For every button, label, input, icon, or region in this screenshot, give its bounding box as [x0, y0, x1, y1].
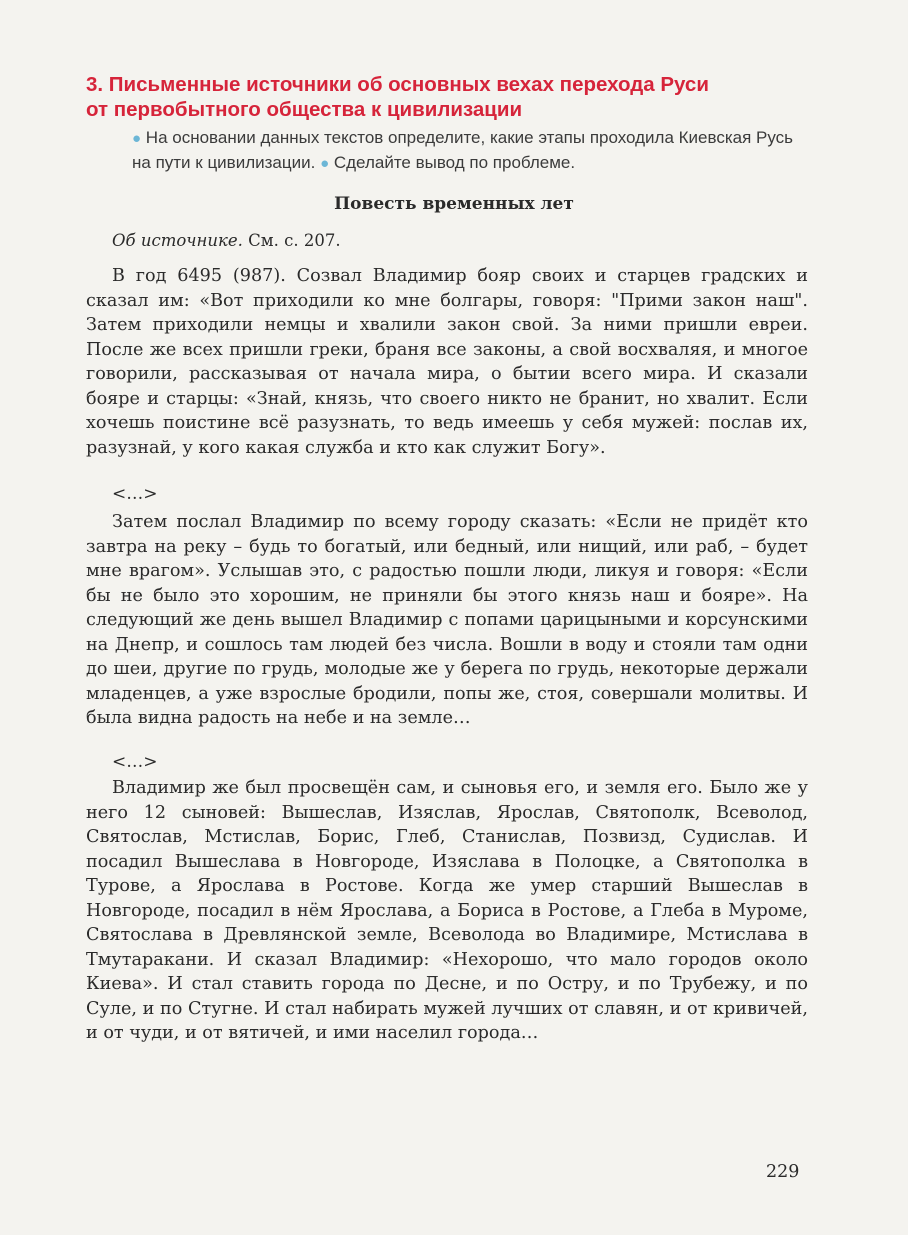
section-title-line-2: от первобытного общества к цивилизации [86, 98, 523, 121]
task-text-2: Сделайте вывод по проблеме. [333, 153, 576, 172]
paragraph-3: Владимир же был просвещён сам, и сыновья его, и земля его. Было же у него 12 сыновей: Вышеслав, Изяслав, Ярослав, Святополк, Всеволод, Святослав, Мстислав, Борис, Глеб, Станислав, Позвизд, Судислав. И посадил Вышеслава в Новгороде, Изяслава в Полоцке, а Святополка в Турове, а Ярослава в Ростове. Когда же умер старший Вышеслав в Новгороде, посадил в нём Ярослава, а Бориса в Ростове, а Глеба в Муроме, Святослава в Древлянской земле, Всеволода во Владимире, Мстислава в Тмутаракани. И сказал Владимир: «Нехорошо, что мало городов около Киева». И стал ставить города по Десне, и по Остру, и по Трубежу, и по Суле, и по Стугне. И стал набирать мужей лучших от славян, и от кривичей, и от чуди, и от вятичей, и ими населил города… [86, 778, 808, 1043]
about-source-label: Об источнике. [112, 231, 243, 250]
task-instructions [132, 126, 808, 176]
about-source-reference: См. с. 207. [248, 231, 341, 250]
section-title [86, 72, 806, 122]
paragraph-2: Затем послал Владимир по всему городу сказать: «Если не придёт кто завтра на реку – будь то богатый, или бедный, или нищий, или раб, – будет мне врагом». Услышав это, с радостью пошли люди, ликуя и говоря: «Если бы не было это хорошим, не приняли бы этого князь наш и бояре». На следующий же день вышел Владимир с попами царицыными и корсунскими на Днепр, и сошлось там людей без числа. Вошли в воду и стояли там одни до шеи, другие по грудь, молодые же у берега по грудь, некоторые держали младенцев, а уже взрослые бродили, попы же, стоя, совершали молитвы. И была видна радость на небе и на земле… [86, 512, 808, 728]
omission-mark-1: <…> [112, 484, 158, 504]
bullet-icon: ● [132, 130, 142, 147]
bullet-icon: ● [320, 155, 330, 172]
task-text-1: На основании данных текстов определите, какие этапы проходила Киевская Русь на пути к цивилизации. [132, 128, 794, 172]
page-number: 229 [766, 1162, 800, 1182]
paragraph-1: В год 6495 (987). Созвал Владимир бояр своих и старцев градских и сказал им: «Вот приходили ко мне болгары, говоря: "Прими закон наш". Затем приходили немцы и хвалили закон свой. За ними пришли евреи. После же всех пришли греки, браня все законы, а свой восхваляя, и многое говорили, рассказывая от начала мира, о бытии всего мира. И сказали бояре и старцы: «Знай, князь, что своего никто не бранит, но хвалит. Если хочешь поистине всё разузнать, то ведь имеешь у себя мужей: послав их, разузнай, у кого какая служба и кто как служит Богу». [86, 266, 808, 458]
omission-mark-2: <…> [112, 752, 158, 772]
about-source [112, 231, 812, 250]
source-title: Повесть временных лет [334, 194, 574, 214]
section-title-line-1: 3. Письменные источники об основных вехах перехода Руси [86, 73, 709, 96]
